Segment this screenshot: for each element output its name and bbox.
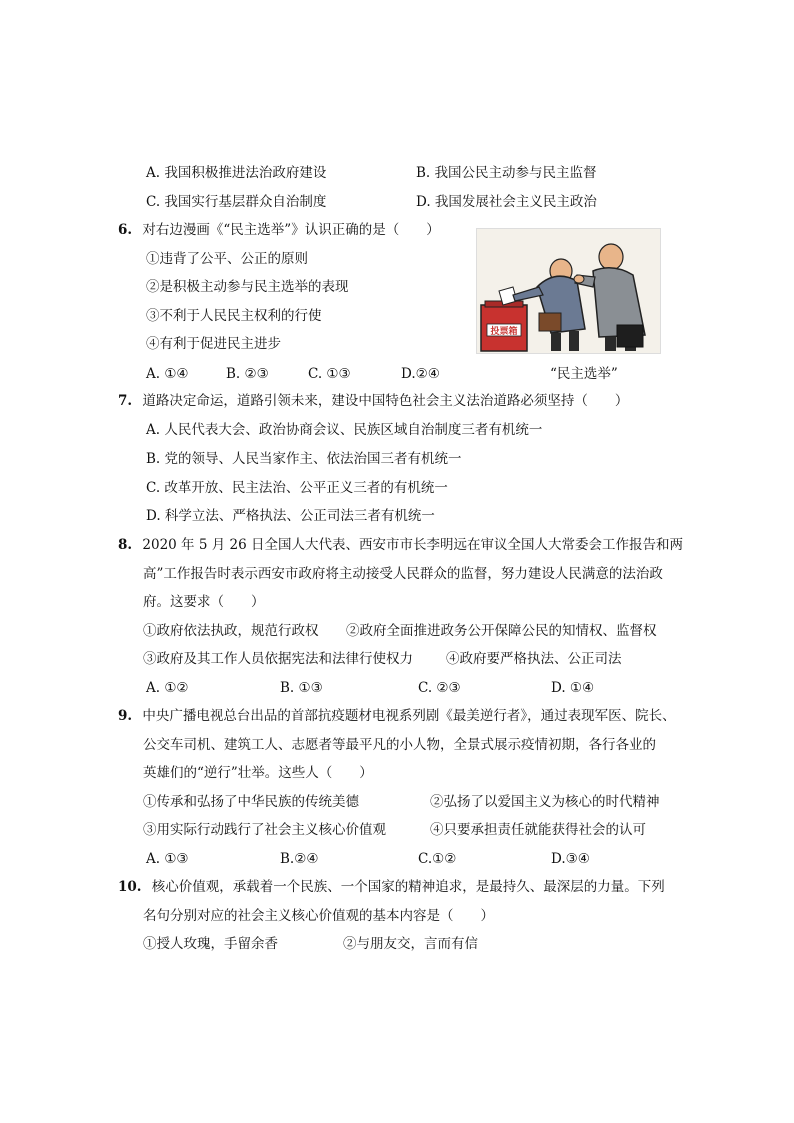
q7-number: 7. <box>118 393 133 409</box>
q10-item-1: ①授人玫瑰，手留余香 <box>143 936 278 952</box>
q6-item-3: ③不利于人民民主权利的行使 <box>146 308 322 324</box>
q8-choice-d: D. ①④ <box>551 680 595 696</box>
q9-item-2: ②弘扬了以爱国主义为核心的时代精神 <box>430 794 660 810</box>
q9-item-3: ③用实际行动践行了社会主义核心价值观 <box>143 822 386 838</box>
q8-stem-line-1 <box>118 536 683 554</box>
q6-item-2: ②是积极主动参与民主选举的表现 <box>146 279 349 295</box>
q10-number: 10. <box>118 879 142 895</box>
q6-number: 6. <box>118 222 133 238</box>
q9-item-4: ④只要承担责任就能获得社会的认可 <box>430 822 646 838</box>
q7-option-b: B. 党的领导、人民当家作主、依法治国三者有机统一 <box>146 451 462 467</box>
q6-choice-d: D.②④ <box>401 366 440 382</box>
q6-choice-a: A. ①④ <box>146 366 189 382</box>
q5-option-d: D. 我国发展社会主义民主政治 <box>416 194 597 210</box>
q10-stem-text-1: 核心价值观，承载着一个民族、一个国家的精神追求，是最持久、最深层的力量。下列 <box>151 879 665 895</box>
q5-option-a: A. 我国积极推进法治政府建设 <box>146 165 327 181</box>
q9-choice-d: D.③④ <box>551 851 590 867</box>
q9-choice-b: B.②④ <box>280 851 319 867</box>
q8-stem-line-3: 府。这要求（ ） <box>143 594 265 610</box>
q8-item-1: ①政府依法执政，规范行政权 <box>143 623 319 639</box>
cartoon-illustration <box>477 229 660 353</box>
q7-stem-text: 道路决定命运，道路引领未来，建设中国特色社会主义法治道路必须坚持（ ） <box>142 393 629 409</box>
q8-stem-text-1: 2020 年 5 月 26 日全国人大代表、西安市市长李明远在审议全国人大常委会工作报告和两 <box>142 537 683 553</box>
q9-number: 9. <box>118 708 133 724</box>
q8-item-3: ③政府及其工作人员依据宪法和法律行使权力 <box>143 651 413 667</box>
q6-choice-b: B. ②③ <box>226 366 269 382</box>
q7-stem <box>118 392 628 410</box>
ballot-box-label: 投票箱 <box>490 327 518 337</box>
q9-stem-text-1: 中央广播电视总台出品的首部抗疫题材电视系列剧《最美逆行者》，通过表现军医、院长、 <box>142 708 676 724</box>
q10-stem-line-2: 名句分别对应的社会主义核心价值观的基本内容是（ ） <box>143 908 494 924</box>
q9-stem-line-1 <box>118 707 676 725</box>
q8-stem-line-2: 高”工作报告时表示西安市政府将主动接受人民群众的监督，努力建设人民满意的法治政 <box>143 566 663 582</box>
q9-item-1: ①传承和弘扬了中华民族的传统美德 <box>143 794 359 810</box>
q6-choice-c: C. ①③ <box>308 366 351 382</box>
q6-item-4: ④有利于促进民主进步 <box>146 336 281 352</box>
q6-stem <box>118 221 440 239</box>
q6-stem-text: 对右边漫画《“民主选举”》认识正确的是（ ） <box>142 222 440 238</box>
q8-choice-a: A. ①② <box>146 680 189 696</box>
q5-option-b: B. 我国公民主动参与民主监督 <box>416 165 597 181</box>
cartoon-caption: “民主选举” <box>550 366 618 382</box>
q7-option-a: A. 人民代表大会、政治协商会议、民族区域自治制度三者有机统一 <box>146 422 543 438</box>
q5-option-c: C. 我国实行基层群众自治制度 <box>146 194 327 210</box>
q6-item-1: ①违背了公平、公正的原则 <box>146 251 308 267</box>
q7-option-d: D. 科学立法、严格执法、公正司法三者有机统一 <box>146 508 435 524</box>
q8-item-4: ④政府要严格执法、公正司法 <box>446 651 622 667</box>
q9-choice-c: C.①② <box>418 851 457 867</box>
q8-choice-b: B. ①③ <box>280 680 323 696</box>
q9-stem-line-2: 公交车司机、建筑工人、志愿者等最平凡的小人物，全景式展示疫情初期，各行各业的 <box>143 737 656 753</box>
q7-option-c: C. 改革开放、民主法治、公平正义三者的有机统一 <box>146 480 448 496</box>
q9-choice-a: A. ①③ <box>146 851 189 867</box>
q8-number: 8. <box>118 537 133 553</box>
q10-stem-line-1 <box>118 878 665 896</box>
q8-item-2: ②政府全面推进政务公开保障公民的知情权、监督权 <box>346 623 657 639</box>
q9-stem-line-3: 英雄们的“逆行”壮举。这些人（ ） <box>143 765 373 781</box>
election-cartoon-image <box>476 228 661 354</box>
q8-choice-c: C. ②③ <box>418 680 461 696</box>
q10-item-2: ②与朋友交，言而有信 <box>343 936 478 952</box>
